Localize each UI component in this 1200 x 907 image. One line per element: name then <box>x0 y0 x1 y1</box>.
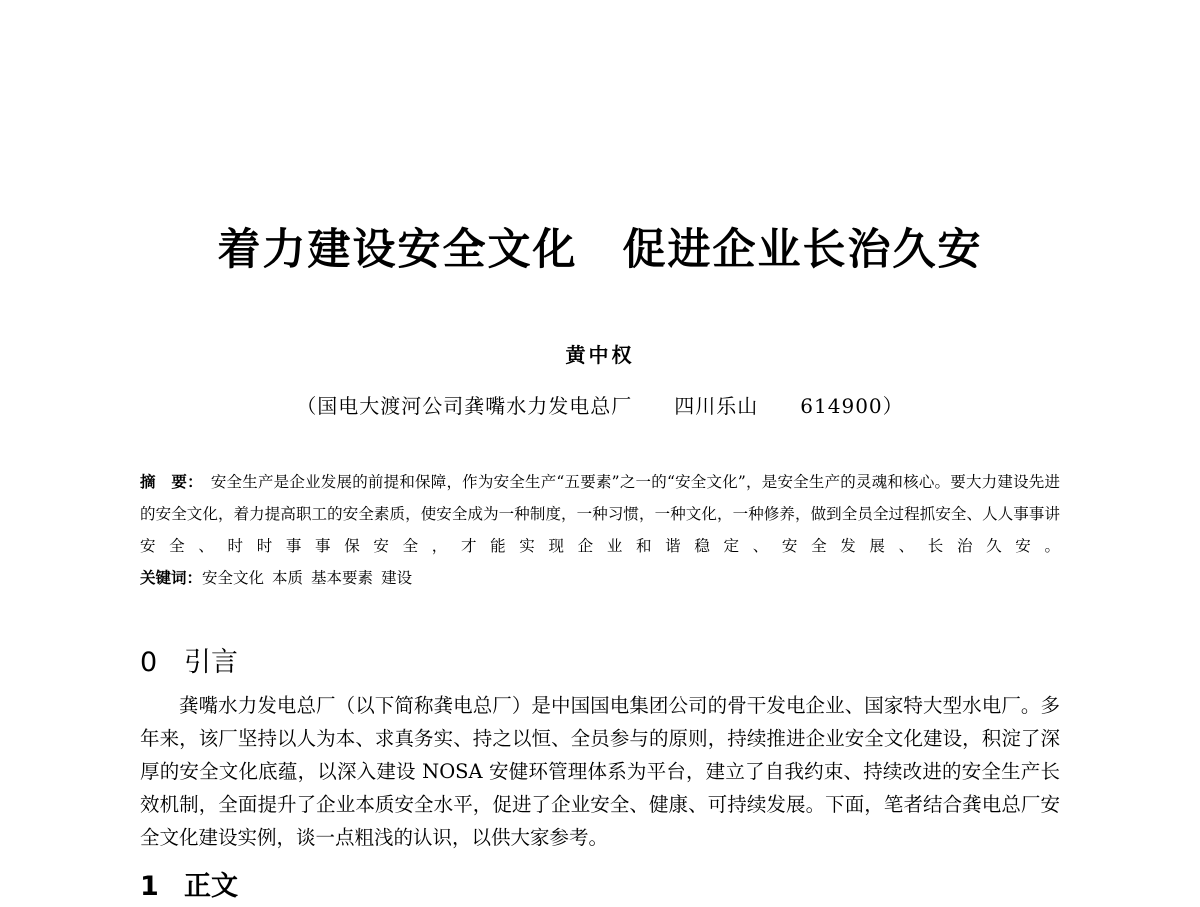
keyword: 基本要素 <box>311 569 374 587</box>
abstract <box>140 466 1060 562</box>
abstract-label: 摘 要： <box>140 472 203 491</box>
intro-paragraph: 龚嘴水力发电总厂（以下简称龚电总厂）是中国国电集团公司的骨干发电企业、国家特大型水电厂。多年来，该厂坚持以人为本、求真务实、持之以恒、全员参与的原则，持续推进企业安全文化建设，积淀了深厚的安全文化底蕴，以深入建设 NOSA 安健环管理体系为平台，建立了自我约束、持续改进的安全生产长效机制，全面提升了企业本质安全水平，促进了企业安全、健康、可持续发展。下面，笔者结合龚电总厂安全文化建设实例，谈一点粗浅的认识，以供大家参考。 <box>140 694 1060 849</box>
author-name: 黄中权 <box>565 343 635 367</box>
keyword: 本质 <box>272 569 304 587</box>
paper-title: 着力建设安全文化 促进企业长治久安 <box>217 225 983 275</box>
keyword: 建设 <box>381 569 413 587</box>
section-heading-next <box>140 867 238 907</box>
keywords-label: 关键词： <box>140 568 203 587</box>
abstract-text: 安全生产是企业发展的前提和保障，作为安全生产“五要素”之一的“安全文化”，是安全生产的灵魂和核心。要大力建设先进的安全文化，着力提高职工的安全素质，使安全成为一种制度，一种习惯，一种文化，一种修养，做到全员全过程抓安全、人人事事讲安全、时时事事保安全，才能实现企业和谐稳定、安全发展、长治久安。 <box>140 473 1060 555</box>
keyword: 安全文化 <box>202 569 265 587</box>
keywords <box>140 562 1060 594</box>
section-number: 1 <box>140 871 159 902</box>
author-affiliation: （国电大渡河公司龚嘴水力发电总厂 四川乐山 614900） <box>296 394 904 418</box>
section-number: 0 <box>140 647 158 678</box>
section-title: 引言 <box>184 647 238 678</box>
section-heading-introduction <box>140 643 238 683</box>
section-title: 正文 <box>184 871 238 902</box>
